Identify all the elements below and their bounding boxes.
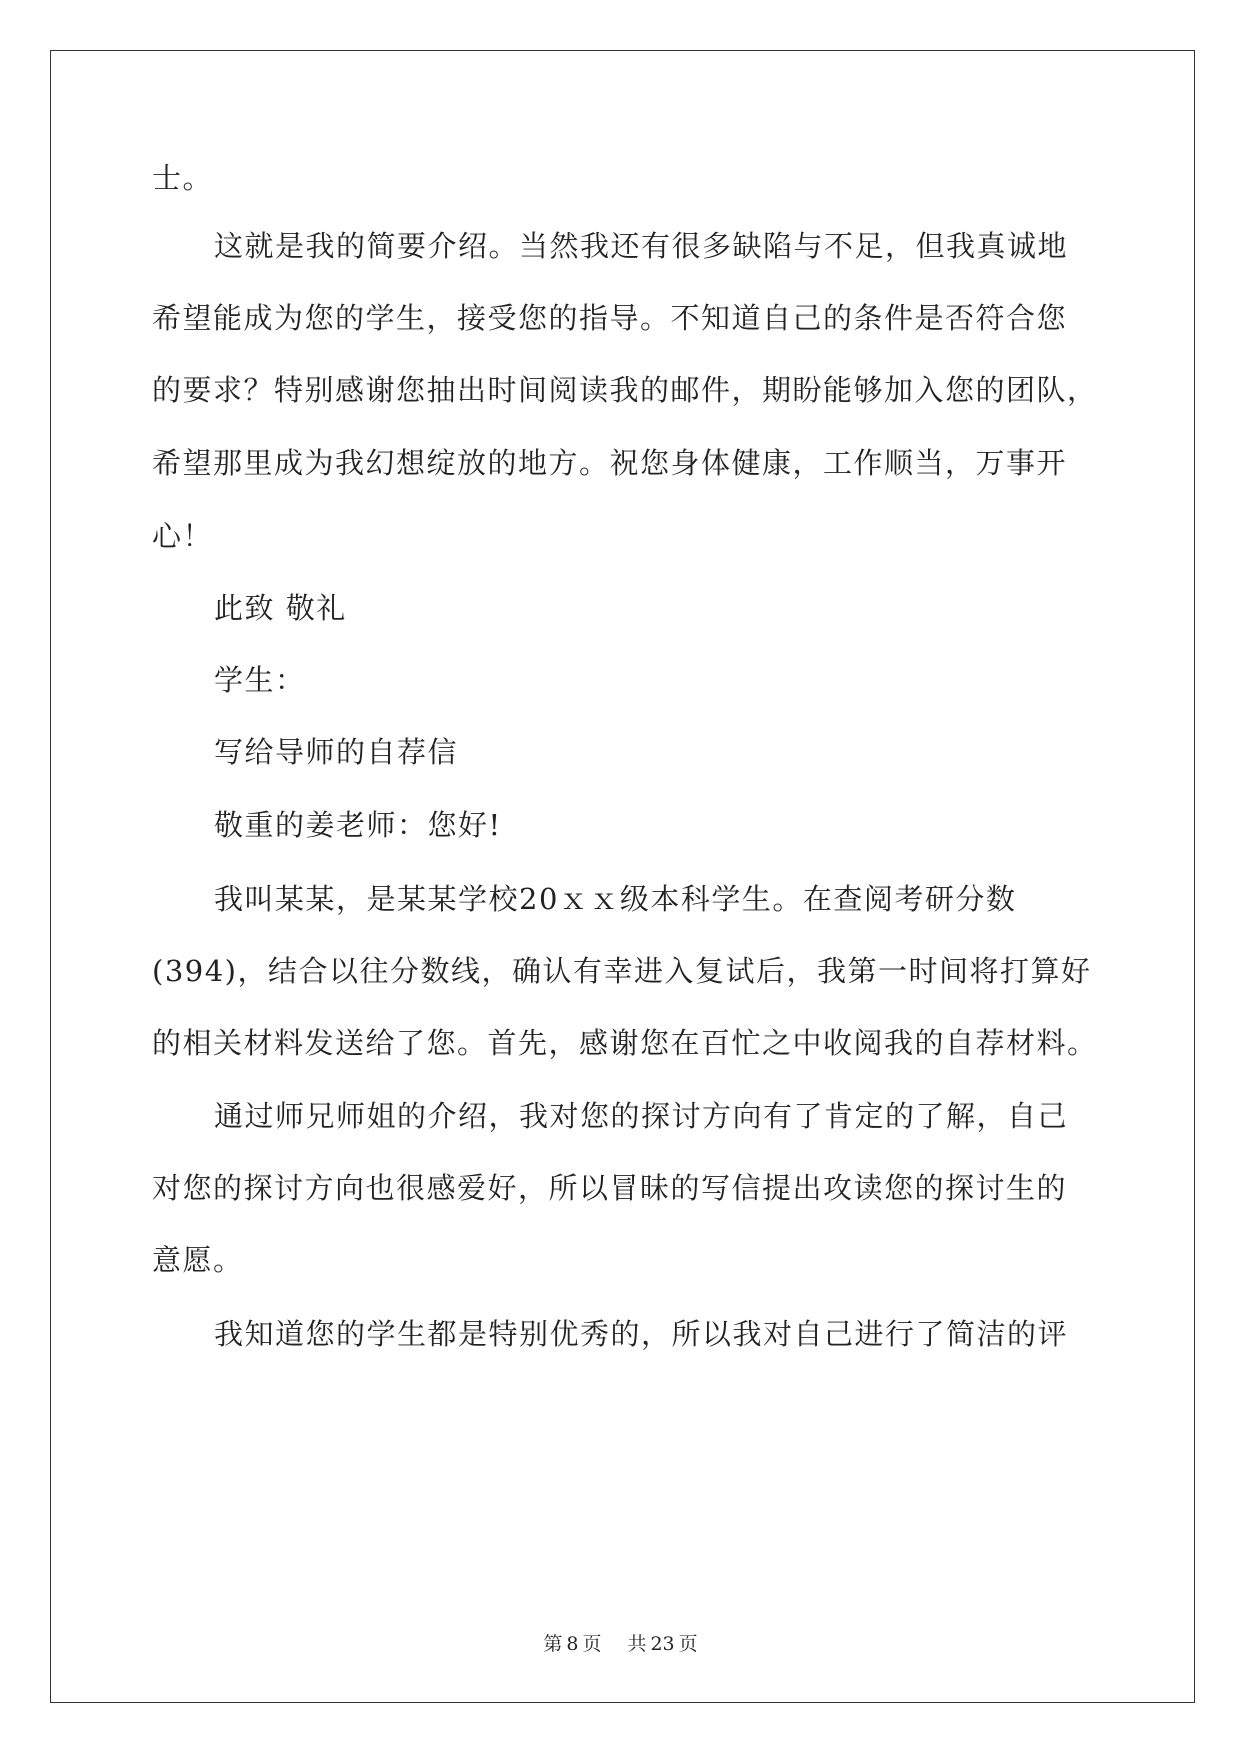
text-line-5: 希望那里成为我幻想绽放的地方。祝您身体健康，工作顺当，万事开	[152, 446, 1068, 480]
text-line-heading: 写给导师的自荐信	[214, 735, 459, 769]
page-number: 8	[566, 1633, 579, 1655]
text-line-17: 我知道您的学生都是特别优秀的，所以我对自己进行了简洁的评	[214, 1317, 1069, 1351]
page-label-prefix: 第	[543, 1633, 563, 1655]
page-label-suffix: 页	[582, 1633, 602, 1655]
text-line-15: 对您的探讨方向也很感爱好，所以冒昧的写信提出攻读您的探讨生的	[152, 1171, 1068, 1205]
text-line-14: 通过师兄师姐的介绍，我对您的探讨方向有了肯定的了解，自己	[214, 1099, 1069, 1133]
text-line-13: 的相关材料发送给了您。首先，感谢您在百忙之中收阅我的自荐材料。	[152, 1026, 1098, 1060]
text-line-2: 这就是我的简要介绍。当然我还有很多缺陷与不足，但我真诚地	[214, 229, 1069, 263]
text-line-3: 希望能成为您的学生，接受您的指导。不知道自己的条件是否符合您	[152, 301, 1068, 335]
page-footer	[0, 1632, 1241, 1656]
text-line-12: (394)，结合以往分数线，确认有幸进入复试后，我第一时间将打算好	[152, 954, 1092, 988]
text-line-1: 士。	[152, 161, 214, 195]
text-line-closing: 此致 敬礼	[214, 591, 347, 625]
total-pages: 23	[650, 1633, 675, 1655]
text-line-salutation: 敬重的姜老师：您好!	[214, 808, 502, 842]
text-line-16: 意愿。	[152, 1243, 244, 1277]
total-label-prefix: 共	[627, 1633, 647, 1655]
text-line-signature: 学生：	[214, 663, 306, 697]
text-line-11: 我叫某某，是某某学校20ｘｘ级本科学生。在查阅考研分数	[214, 882, 1017, 916]
total-label-suffix: 页	[678, 1633, 698, 1655]
text-line-4: 的要求？特别感谢您抽出时间阅读我的邮件，期盼能够加入您的团队，	[152, 373, 1098, 407]
text-line-6: 心！	[152, 519, 214, 553]
